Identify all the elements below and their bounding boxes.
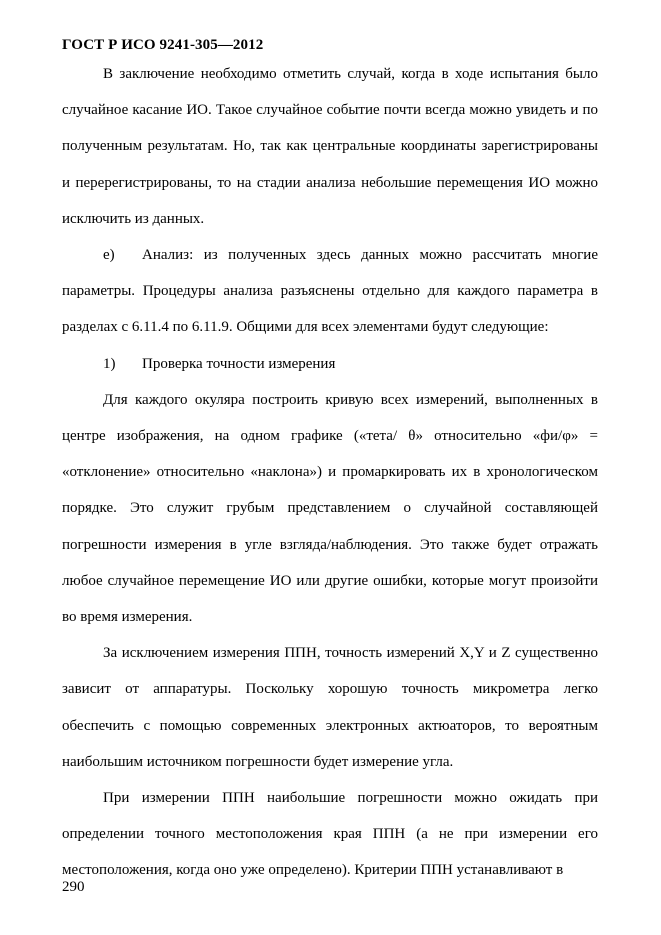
list-item-1 bbox=[62, 346, 598, 382]
paragraph-eyepiece: Для каждого окуляра построить кривую всех измерений, выполненных в центре изображения, на одном графике («тета/ θ» относительно «фи/φ» = «отклонение» относительно «наклона») и промаркировать их в хронологическом порядке. Это служит грубым представлением о случайной составляющей погрешности измерения в угле взгляда/наблюдения. Это также будет отражать любое случайное перемещение ИО или другие ошибки, которые могут произойти во время измерения. bbox=[62, 391, 598, 626]
list-item-text: Проверка точности измерения bbox=[142, 355, 336, 372]
page-number: 290 bbox=[62, 879, 85, 895]
paragraph-ppn: При измерении ППН наибольшие погрешности можно ожидать при определении точного местоположения края ППН (а не при измерении его местоположения, когда оно уже определено). Критерии ППН устанавливают в bbox=[62, 790, 598, 879]
standard-header: ГОСТ Р ИСО 9241-305—2012 bbox=[62, 37, 264, 53]
paragraph-accuracy: За исключением измерения ППН, точность измерений X,Y и Z существенно зависит от аппаратуры. Поскольку хорошую точность микрометра легко обеспечить с помощью современных электронных актюаторов, то вероятным наибольшим источником погрешности будет измерение угла. bbox=[62, 645, 598, 770]
list-item-e bbox=[62, 237, 598, 346]
list-marker: e) bbox=[103, 247, 115, 264]
body-text bbox=[62, 56, 598, 889]
paragraph-conclusion: В заключение необходимо отметить случай, когда в ходе испытания было случайное касание ИО. Такое случайное событие почти всегда можно увидеть и по полученным результатам. Но, так как центральные координаты зарегистрированы и перерегистрированы, то на стадии анализа небольшие перемещения ИО можно исключить из данных. bbox=[62, 66, 598, 227]
list-marker: 1) bbox=[103, 355, 116, 372]
list-item-text: Анализ: из полученных здесь данных можно рассчитать многие параметры. Процедуры анализа разъяснены отдельно для каждого параметра в разделах с 6.11.4 по 6.11.9. Общими для всех элементами будут следующие: bbox=[62, 247, 598, 336]
